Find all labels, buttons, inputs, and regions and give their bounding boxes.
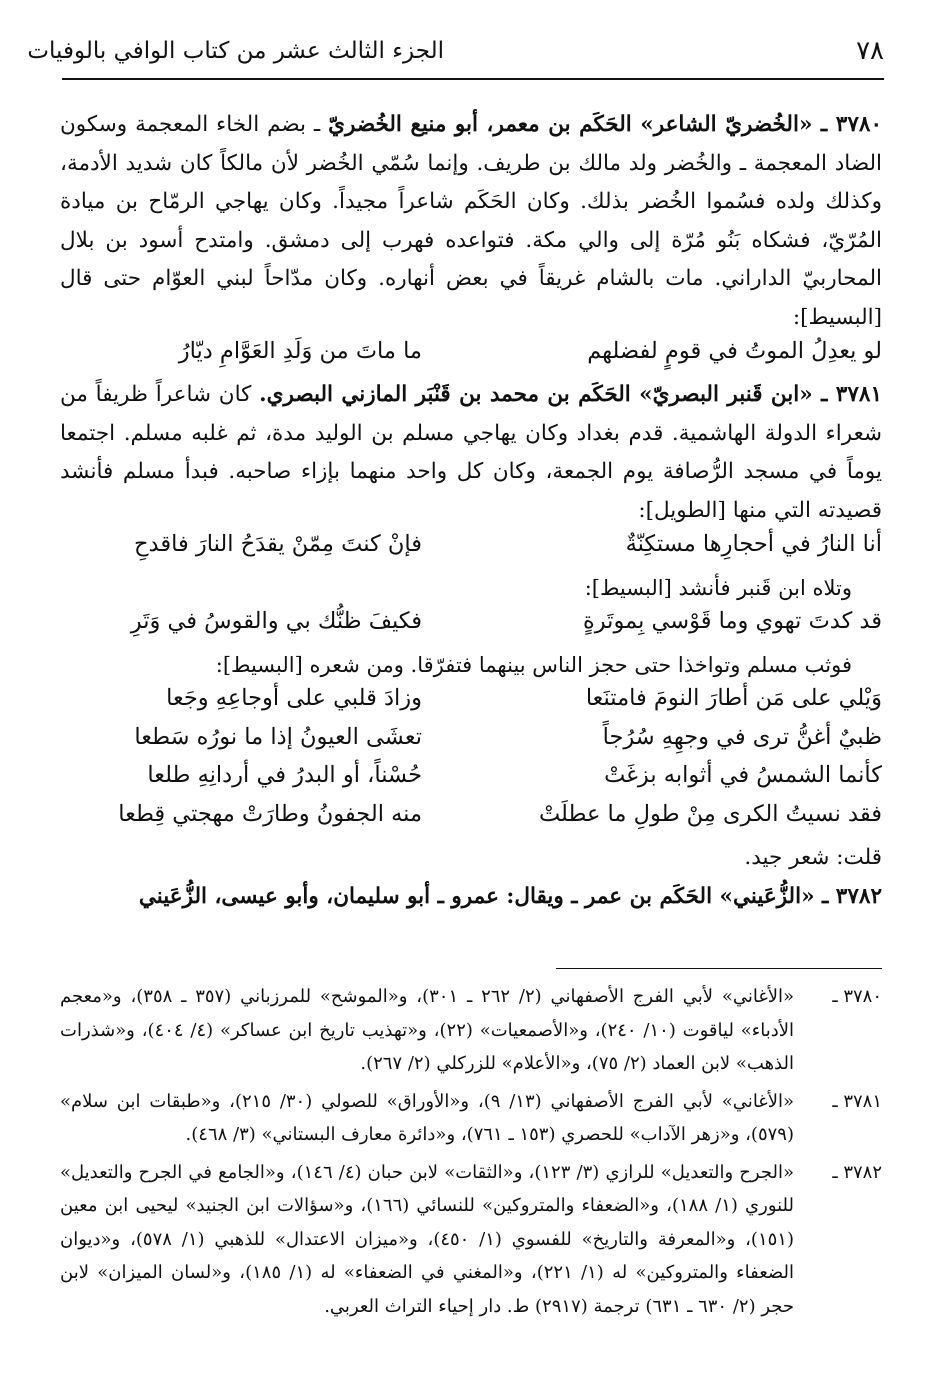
verse-line xyxy=(60,801,882,840)
verse-hemistich-second: منه الجفونُ وطارَتْ مهجتي قِطعا xyxy=(118,800,422,827)
verse-line xyxy=(60,724,882,763)
verse-hemistich-second: وزادَ قلبي على أوجاعِهِ وجَعا xyxy=(166,684,422,711)
verse-line xyxy=(60,608,882,647)
verse-line xyxy=(60,762,882,801)
footnote-number: ٣٧٨٠ ـ xyxy=(832,986,882,1007)
running-title: الجزء الثالث عشر من كتاب الوافي بالوفيات xyxy=(27,38,444,64)
verse-hemistich-second: فإنْ كنتَ مِمّنْ يقدَحُ النارَ فاقدحِ xyxy=(134,530,422,557)
verse-hemistich-second: تعشَى العيونُ إذا ما نورُه سَطعا xyxy=(134,723,422,750)
footnote-text: «الجرح والتعديل» للرازي (٣/ ١٢٣)، و«الثقات» لابن حبان (٤/ ١٤٦)، و«الجامع في الجرح والتعديل» للنوري (١/ ١٨٨)، و«الضعفاء والمتروكين» للنسائي (١٦٦)، و«سؤالات ابن الجنيد» ليحيى ابن معين (١٥١)، و«المعرفة والتاريخ» للفسوي (١/ ٤٥٠)، و«ميزان الاعتدال» للذهبي (١/ ٥٧٨)، و«ديوان الضعفاء والمتروكين» له (١/ ٢٢١)، و«المغني في الضعفاء» له (١/ ١٨٥)، و«لسان الميزان» لابن حجر (٢/ ٦٣٠ ـ ٦٣١) ترجمة (٢٩١٧) ط. دار إحياء التراث العربي. xyxy=(60,1161,794,1317)
verse-intro: وتلاه ابن قَنبر فأنشد [البسيط]: xyxy=(584,576,852,601)
footnote-item xyxy=(60,1156,882,1324)
verse-hemistich-first: ظبيٌ أغنُّ ترى في وجهِهِ سُرُجاً xyxy=(602,723,882,750)
footnotes xyxy=(60,980,882,1327)
entry-heading: ٣٧٨١ ـ «ابن قَنبر البصريّ» الحَكَم بن محمد بن قَنْبَر المازني البصري. xyxy=(259,382,882,408)
footnote-item xyxy=(60,980,882,1081)
main-text xyxy=(60,106,882,916)
page-number: ٧٨ xyxy=(856,36,884,66)
footnote-text: «الأغاني» لأبي الفرج الأصفهاني (١٣/ ٩)، و«الأوراق» للصولي (٣٠/ ٢١٥)، و«طبقات ابن سلام» (٥٧٩)، و«زهر الآداب» للحصري (١٥٣ ـ ٧٦١)، و«دائرة معارف البستاني» (٣/ ٤٦٨). xyxy=(60,1090,794,1145)
page-header xyxy=(27,36,884,84)
footnote-number: ٣٧٨١ ـ xyxy=(832,1090,882,1112)
verse-intro: فوثب مسلم وتواخذا حتى حجز الناس بينهما فتفرّقا. ومن شعره [البسيط]: xyxy=(215,653,852,678)
entry-3782 xyxy=(60,878,882,917)
entry-text: كان شاعراً ظريفاً من شعراء الدولة الهاشمية. قدم بغداد وكان يهاجي مسلم بن الوليد مدة، ثم غلبه مسلم. اجتمعا يوماً في مسجد الرُّصافة يوم الجمعة، وكان كل واحد منهما بإزاء صاحبه. فبدأ مسلم فأنشد قصيدته التي منها [الطويل]: xyxy=(60,382,882,523)
verse-hemistich-first: أنا النارُ في أحجارِها مستكِنّةٌ xyxy=(625,530,882,557)
verse-hemistich-first: وَيْلي على مَن أطارَ النومَ فامتنَعا xyxy=(585,684,882,711)
footnote-number: ٣٧٨٢ ـ xyxy=(832,1161,882,1183)
verse-line xyxy=(60,338,882,377)
entry-heading: ٣٧٨٢ ـ «الزُّعَيني» الحَكَم بن عمر ـ ويقال: عمرو ـ أبو سليمان، وأبو عيسى، الزُّعَيني xyxy=(138,883,882,909)
verse-line xyxy=(60,685,882,724)
entry-text: ـ بضم الخاء المعجمة وسكون الضاد المعجمة ـ والخُضر ولد مالك بن طريف. وإنما سُمّي الخُضر لأن مالكاً كان شديد الأدمة، وكذلك ولده فسُموا الخُضر بذلك. وكان الحَكَم شاعراً مجيداً. وكان يهاجي الرمّاح بن ميادة المُرّيّ، فشكاه بَنُو مُرّة إلى والي مكة. فتواعده فهرب إلى دمشق. وامتدح أسود بن بلال المحاربيّ الداراني. مات بالشام غريقاً في بعض أنهاره. وكان مدّاحاً لبني العوّام حتى قال [البسيط]: xyxy=(60,112,882,330)
entry-3780 xyxy=(60,106,882,338)
verse-hemistich-first: فقد نسيتُ الكرى مِنْ طولِ ما عطلَتْ xyxy=(538,800,882,827)
entry-heading: ٣٧٨٠ ـ «الخُضريّ الشاعر» الحَكَم بن معمر، أبو منيع الخُضريّ xyxy=(328,112,882,137)
verse-hemistich-first: لو يعدِلُ الموتُ في قومٍ لفضلهم xyxy=(587,337,882,364)
footnote-text: «الأغاني» لأبي الفرج الأصفهاني (٢/ ٢٦٢ ـ ٣٠١)، و«الموشح» للمرزباني (٣٥٧ ـ ٣٥٨)، و«معجم الأدباء» لياقوت (١٠/ ٢٤٠)، و«الأصمعيات» (٢٢)، و«تهذيب تاريخ ابن عساكر» (٤/ ٤٠٤)، و«شذرات الذهب» لابن العماد (٢/ ٧٥)، و«الأعلام» للزركلي (٢/ ٢٦٧). xyxy=(60,986,795,1074)
verse-hemistich-second: ما ماتَ من وَلَدِ العَوَّامِ ديّارُ xyxy=(178,337,422,364)
header-rule xyxy=(62,78,884,80)
entry-3781 xyxy=(60,376,882,530)
footnote-item xyxy=(60,1085,882,1152)
footnote-rule xyxy=(556,968,882,969)
verse-line xyxy=(60,531,882,570)
verse-hemistich-second: فكيفَ ظنُّك بي والقوسُ في وَتَرِ xyxy=(130,607,422,634)
verse-hemistich-first: كأنما الشمسُ في أثوابه بزغَتْ xyxy=(604,762,882,789)
verse-hemistich-second: حُسْناً، أو البدرُ في أردانِهِ طلعا xyxy=(147,762,422,789)
verse-hemistich-first: قد كدتَ تهوي وما قَوْسي بِموتَرةٍ xyxy=(582,607,882,634)
editor-note: قلت: شعر جيد. xyxy=(744,845,882,871)
